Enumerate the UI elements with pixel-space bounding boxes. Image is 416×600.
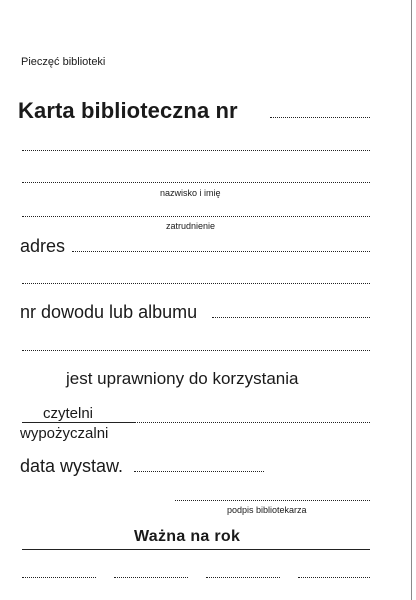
- address-label: adres: [20, 236, 66, 256]
- employment-caption: zatrudnienie: [166, 221, 216, 231]
- librarian-signature-caption: podpis bibliotekarza: [227, 505, 307, 515]
- issue-date-label: data wystaw.: [20, 456, 124, 476]
- name-caption: nazwisko i imię: [160, 188, 221, 198]
- employment-field[interactable]: [22, 216, 370, 217]
- address-field[interactable]: [72, 251, 370, 252]
- entitlement-text: jest uprawniony do korzystania: [66, 369, 299, 388]
- card-number-field[interactable]: [270, 117, 370, 118]
- blank-line-2[interactable]: [22, 350, 370, 351]
- option-field[interactable]: [134, 422, 370, 423]
- validity-field-1[interactable]: [22, 577, 96, 578]
- reading-room-option: czytelni: [43, 405, 94, 422]
- option-strike-line: [22, 422, 134, 423]
- card-edge: [411, 0, 412, 600]
- valid-label: Ważna na rok: [134, 528, 241, 545]
- lending-library-option: wypożyczalni: [20, 425, 109, 442]
- valid-underline: [22, 549, 370, 550]
- id-number-field[interactable]: [212, 317, 370, 318]
- name-field[interactable]: [22, 182, 370, 183]
- librarian-signature-field[interactable]: [175, 500, 370, 501]
- address-field-continued[interactable]: [22, 283, 370, 284]
- card-title: Karta biblioteczna nr: [18, 98, 238, 123]
- library-stamp-label: Pieczęć biblioteki: [21, 56, 106, 68]
- validity-field-2[interactable]: [114, 577, 188, 578]
- validity-field-4[interactable]: [298, 577, 370, 578]
- id-number-label: nr dowodu lub albumu: [20, 302, 198, 322]
- validity-field-3[interactable]: [206, 577, 280, 578]
- issue-date-field[interactable]: [134, 471, 264, 472]
- blank-line-1[interactable]: [22, 150, 370, 151]
